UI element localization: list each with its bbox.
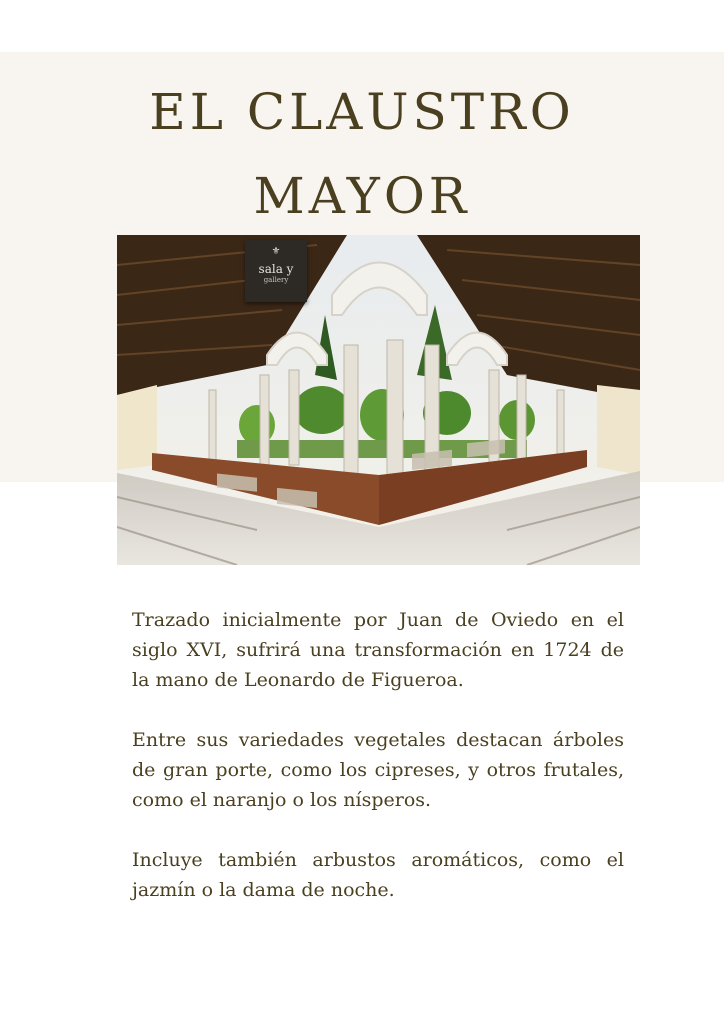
sign-subtitle: gallery bbox=[263, 276, 289, 284]
title-line-1: EL CLAUSTRO bbox=[149, 83, 575, 141]
cloister-illustration bbox=[117, 235, 640, 565]
crest-icon: ⚜ bbox=[271, 246, 281, 257]
page-title bbox=[0, 70, 724, 238]
title-line-2: MAYOR bbox=[253, 167, 471, 225]
gallery-sign bbox=[245, 240, 307, 302]
body-text bbox=[132, 605, 624, 935]
paragraph-2: Entre sus variedades vegetales destacan árboles de gran porte, como los cipreses, y otros frutales, como el naranjo o los nísperos. bbox=[132, 729, 624, 811]
cloister-photo bbox=[117, 235, 640, 565]
paragraph-3: Incluye también arbustos aromáticos, como el jazmín o la dama de noche. bbox=[132, 849, 624, 901]
paragraph-1: Trazado inicialmente por Juan de Oviedo en el siglo XVI, sufrirá una transformación en 1724 de la mano de Leonardo de Figueroa. bbox=[132, 609, 624, 691]
sign-name: sala y bbox=[258, 262, 294, 276]
